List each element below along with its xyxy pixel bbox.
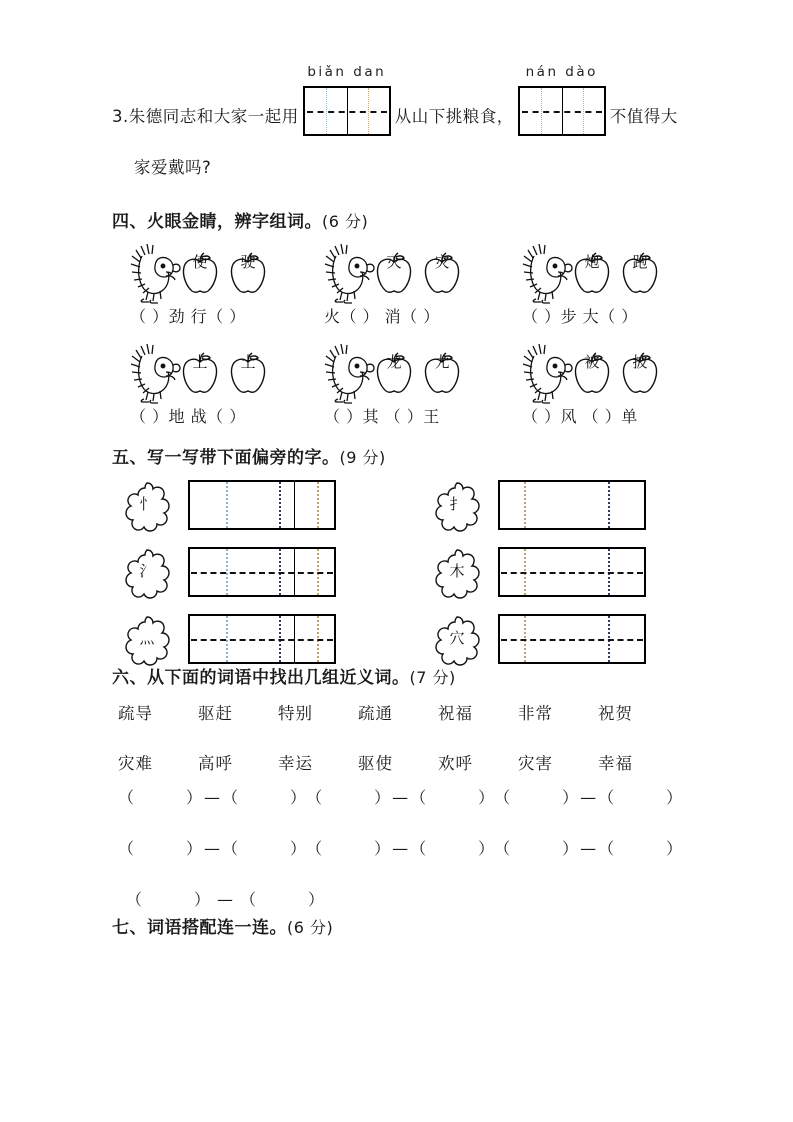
hedgehog-group (324, 340, 514, 440)
question-3-line-2: 家爱戴吗? (134, 158, 212, 177)
group-blank-line[interactable]: （ ）风 （ ）单 (522, 407, 638, 426)
radical-row (112, 545, 692, 612)
word-item: 驱使 (358, 754, 393, 773)
hedgehog-group (324, 240, 514, 340)
question-3-text-middle: 从山下挑粮食， (394, 107, 514, 126)
group-blank-line[interactable]: （ ）步 大（ ） (522, 307, 638, 326)
paren-open: （ (494, 788, 511, 807)
paren-open: （ (306, 788, 323, 807)
radical-character: 穴 (449, 629, 465, 647)
section-6-score: (7 分) (409, 668, 456, 687)
grid-divider (294, 482, 295, 528)
section-5-content (112, 478, 692, 679)
hedgehog-icon (324, 242, 376, 304)
section-7-title-text: 七、词语搭配连一连。 (112, 918, 287, 938)
paren-open: （ (118, 788, 135, 807)
grid-midline-dashed (191, 572, 333, 574)
grid-dotted-line (317, 482, 319, 528)
paren-open: （ (306, 839, 323, 858)
pinyin-slot-biandan (303, 64, 391, 136)
writing-grid[interactable] (498, 480, 646, 530)
grid-midline-dashed (501, 639, 643, 641)
paren-close: ） (308, 890, 325, 909)
group-blank-line[interactable]: 火（ ） 消（ ） (324, 307, 440, 326)
paren-open: （ (410, 839, 427, 858)
answer-pair[interactable] (306, 836, 494, 859)
answer-pair-row (118, 785, 683, 808)
apple-character: 上 (192, 353, 208, 371)
grid-dotted-line (524, 482, 526, 528)
paren-open: （ (598, 839, 615, 858)
answer-pair-row (118, 887, 678, 910)
radical-row (112, 478, 692, 545)
section-5-title (112, 443, 386, 468)
section-4-score: (6 分) (322, 212, 369, 231)
paren-open: （ (126, 890, 143, 909)
word-item: 非常 (518, 704, 553, 723)
word-item: 祝福 (438, 704, 473, 723)
pair-dash: — (392, 788, 409, 807)
grid-midline-dashed (501, 572, 643, 574)
radical-character: 灬 (139, 629, 155, 647)
radical-character: 忄 (139, 495, 155, 513)
hedgehog-group (130, 240, 320, 340)
paren-open: （ (410, 788, 427, 807)
paren-open: （ (222, 788, 239, 807)
hedgehog-group (522, 340, 712, 440)
pair-dash: — (204, 839, 221, 858)
apple-character: 炮 (584, 253, 600, 271)
section-6-title (112, 663, 456, 688)
paren-close: ） (186, 839, 203, 858)
paren-open: （ (222, 839, 239, 858)
word-item: 驱赶 (198, 704, 233, 723)
question-3-line-1 (112, 64, 692, 136)
apple-character: 土 (240, 353, 256, 371)
word-item: 祝贺 (598, 704, 633, 723)
radical-character: 氵 (139, 562, 155, 580)
paren-close: ） (186, 788, 203, 807)
word-item: 疏导 (118, 704, 153, 723)
paren-open: （ (240, 890, 257, 909)
pinyin-label-nandao: nán dào (525, 64, 598, 80)
question-3-text-after: 不值得大 (609, 107, 678, 126)
apple-character: 龙 (386, 353, 402, 371)
answer-pair[interactable] (126, 887, 324, 910)
radical-entry (430, 612, 710, 674)
hedgehog-icon (522, 342, 574, 404)
hedgehog-row (112, 240, 692, 340)
writing-grid[interactable] (498, 547, 646, 597)
paren-close: ） (666, 788, 683, 807)
apple-character: 尤 (434, 353, 450, 371)
group-blank-line[interactable]: （ ）地 战（ ） (130, 407, 246, 426)
paren-open: （ (118, 839, 135, 858)
section-4-title-text: 四、火眼金睛，辨字组词。 (112, 212, 322, 232)
word-item: 灾害 (518, 754, 553, 773)
radical-character: 木 (449, 562, 465, 580)
radical-entry (120, 545, 400, 607)
paren-close: ） (374, 788, 391, 807)
radical-entry (120, 478, 400, 540)
group-blank-line[interactable]: （ ）其 （ ）王 (324, 407, 440, 426)
writing-grid[interactable] (188, 480, 336, 530)
answer-grid-nandao[interactable] (518, 86, 606, 136)
word-item: 幸福 (598, 754, 633, 773)
hedgehog-group (130, 340, 320, 440)
section-6-title-text: 六、从下面的词语中找出几组近义词。 (112, 668, 410, 688)
section-7-title (112, 913, 333, 938)
apple-character: 披 (632, 353, 648, 371)
hedgehog-icon (130, 342, 182, 404)
section-6-word-bank (118, 700, 678, 774)
pair-dash: — (392, 839, 409, 858)
hedgehog-icon (522, 242, 574, 304)
radical-entry (430, 478, 710, 540)
apple-character: 灾 (434, 253, 450, 271)
radical-character: 扌 (449, 495, 465, 513)
answer-pair[interactable] (306, 785, 494, 808)
word-item: 疏通 (358, 704, 393, 723)
word-item: 特别 (278, 704, 313, 723)
pinyin-slot-nandao (518, 64, 606, 136)
apple-character: 驶 (240, 253, 256, 271)
pair-dash: — (580, 839, 597, 858)
answer-grid-biandan[interactable] (303, 86, 391, 136)
pair-dash: — (204, 788, 221, 807)
section-5-title-text: 五、写一写带下面偏旁的字。 (112, 448, 340, 468)
paren-close: ） (374, 839, 391, 858)
question-3-block (112, 64, 692, 178)
group-blank-line[interactable]: （ ）劲 行（ ） (130, 307, 246, 326)
hedgehog-picture (522, 240, 712, 306)
paren-close: ） (478, 839, 495, 858)
pinyin-label-biandan: biǎn dan (307, 64, 387, 80)
paren-close: ） (478, 788, 495, 807)
grid-midline-dashed (191, 639, 333, 641)
grid-midline-dashed (307, 111, 387, 113)
paren-close: ） (666, 839, 683, 858)
hedgehog-picture (324, 240, 514, 306)
word-item: 幸运 (278, 754, 313, 773)
paren-close: ） (290, 788, 307, 807)
grid-dotted-line (279, 482, 281, 528)
paren-close: ） (290, 839, 307, 858)
section-5-score: (9 分) (339, 448, 386, 467)
answer-pair[interactable] (494, 785, 682, 808)
writing-grid[interactable] (188, 614, 336, 664)
hedgehog-icon (130, 242, 182, 304)
answer-pair-row (118, 836, 683, 859)
radical-entry (430, 545, 710, 607)
word-item: 欢呼 (438, 754, 473, 773)
pair-dash: — (217, 890, 234, 909)
writing-grid[interactable] (188, 547, 336, 597)
hedgehog-picture (130, 240, 320, 306)
apple-character: 灭 (386, 253, 402, 271)
answer-pair[interactable] (118, 785, 306, 808)
paren-close: ） (194, 890, 211, 909)
word-item: 灾难 (118, 754, 153, 773)
section-4-title (112, 207, 368, 232)
paren-close: ） (562, 839, 579, 858)
grid-dotted-line (608, 482, 610, 528)
paren-open: （ (494, 839, 511, 858)
pair-dash: — (580, 788, 597, 807)
section-4-content (112, 240, 692, 440)
grid-midline-dashed (522, 111, 602, 113)
hedgehog-row (112, 340, 692, 440)
hedgehog-picture (130, 340, 320, 406)
word-item: 高呼 (198, 754, 233, 773)
hedgehog-group (522, 240, 712, 340)
paren-open: （ (598, 788, 615, 807)
answer-pair[interactable] (118, 836, 306, 859)
writing-grid[interactable] (498, 614, 646, 664)
hedgehog-picture (324, 340, 514, 406)
question-3-text-before: 朱德同志和大家一起用 (128, 107, 299, 126)
hedgehog-picture (522, 340, 712, 406)
answer-pair[interactable] (494, 836, 682, 859)
apple-character: 使 (192, 253, 208, 271)
apple-character: 跑 (632, 253, 648, 271)
apple-character: 被 (584, 353, 600, 371)
grid-dotted-line (226, 482, 228, 528)
paren-close: ） (562, 788, 579, 807)
question-3-number: 3. (112, 107, 129, 126)
hedgehog-icon (324, 342, 376, 404)
section-7-score: (6 分) (287, 918, 334, 937)
